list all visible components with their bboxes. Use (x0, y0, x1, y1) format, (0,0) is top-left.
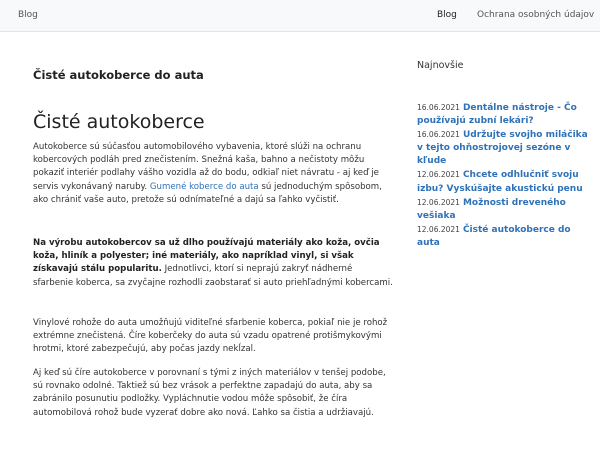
list-item (417, 168, 595, 195)
paragraph-1-text: Autokoberce sú súčasťou automobilového vybavenia, ktoré slúži na ochranu kobercových podláh pred znečistením. Snežná kaša, bahno a nečistoty môžu pokaziť interiér podlahy vášho vozidla až do bodu, odkiaľ niet návratu - aj keď je servis vykonávaný naruby. (33, 142, 379, 192)
paragraph-3: Vinylové rohože do auta umožňujú viditeľné sfarbenie koberca, pokiaľ nie je rohož extrémne znečistená. Číre koberčeky do auta sú vzadu opatrené protišmykovými hrotmi, ktoré zabezpečujú, aby počas jazdy nekĺzal. (33, 318, 388, 355)
sidebar-title: Najnovšie (417, 60, 464, 71)
top-navbar (0, 0, 600, 32)
recent-post-link[interactable]: Možnosti dreveného vešiaka (417, 197, 566, 221)
recent-post-link[interactable]: Udržujte svojho miláčika v tejto ohňostrojovej sezóne v kľude (417, 130, 588, 167)
post-date: 12.06.2021 (417, 224, 460, 234)
nav-item-privacy[interactable]: Ochrana osobných údajov (477, 10, 595, 20)
rubber-mats-link[interactable]: Gumené koberce do auta (149, 181, 259, 192)
nav-item-blog[interactable]: Blog (437, 10, 457, 20)
paragraph-1-text-end: sú jednoduchým spôsobom, ako chrániť vaše auto, pretože sú odnímateľné a dajú sa ľahko vyčistiť. (33, 181, 382, 205)
paragraph-2-bold: Na výrobu autokobercov sa už dlho používajú materiály ako koža, ovčia koža, hliník a polyester; iné materiály, ako napríklad vinyl, si však získavajú stálu popularitu. (33, 238, 380, 275)
paragraph-2 (33, 237, 395, 290)
recent-post-link[interactable]: Dentálne nástroje - Čo používajú zubní lekári? (417, 103, 577, 127)
list-item (417, 223, 595, 250)
list-item (417, 196, 595, 223)
paragraph-4: Aj keď sú číre autokoberce v porovnaní s tými z iných materiálov v tenšej podobe, sú rovnako odolné. Taktiež sú bez vrások a perfektne zapadajú do auta, aby sa zabránilo posunutiu podložky. Vypláchnutie vodou môže spôsobiť, že číra automobilová rohož bude vyzerať dobre ako nová. Ľahko sa čistia a udržiavajú. (33, 368, 386, 418)
list-item (417, 128, 595, 168)
article-heading: Čisté autokoberce (33, 111, 205, 133)
post-date: 12.06.2021 (417, 170, 460, 180)
recent-post-link[interactable]: Chcete odhlučniť svoju izbu? Vyskúšajte akustickú penu (417, 170, 583, 194)
post-date: 16.06.2021 (417, 103, 460, 112)
paragraph-1 (33, 141, 395, 207)
paragraph-2-text: Jednotlivci, ktorí si neprajú zakryť nádherné sfarbenie koberca, sa zvyčajne rozhodli zaobstarať si auto priehľadnými kobercami. (33, 264, 393, 288)
post-date: 12.06.2021 (417, 197, 460, 207)
post-title: Čisté autokoberce do auta (33, 68, 204, 82)
list-item (417, 101, 595, 128)
recent-posts-list (417, 101, 595, 250)
brand-link[interactable]: Blog (18, 10, 38, 20)
post-date: 16.06.2021 (417, 130, 460, 140)
recent-post-link[interactable]: Čisté autokoberce do auta (417, 224, 571, 248)
